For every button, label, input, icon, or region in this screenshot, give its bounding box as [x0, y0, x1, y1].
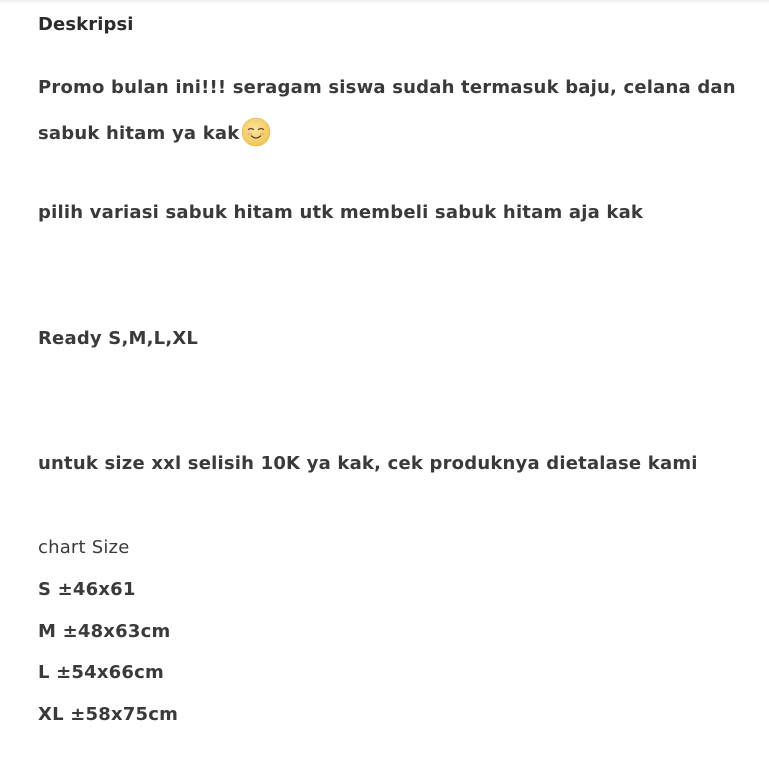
ready-sizes: Ready S,M,L,XL: [38, 328, 199, 349]
promo-line-1: Promo bulan ini!!! seragam siswa sudah termasuk baju, celana dan: [38, 77, 736, 98]
size-chart-row-m: M ±48x63cm: [38, 621, 171, 642]
promo-line-2: [38, 117, 271, 147]
xxl-note: untuk size xxl selisih 10K ya kak, cek produknya dietalase kami: [38, 453, 698, 474]
size-chart-row-xl: XL ±58x75cm: [38, 704, 179, 725]
size-chart-row-l: L ±54x66cm: [38, 662, 164, 683]
size-chart-heading: chart Size: [38, 537, 130, 558]
promo-line-2-text: sabuk hitam ya kak: [38, 123, 240, 144]
section-title: Deskripsi: [38, 14, 134, 35]
variation-note: pilih variasi sabuk hitam utk membeli sabuk hitam aja kak: [38, 202, 644, 223]
top-divider: [0, 0, 769, 4]
smiling-face-icon: [241, 117, 271, 147]
size-chart-row-s: S ±46x61: [38, 579, 136, 600]
